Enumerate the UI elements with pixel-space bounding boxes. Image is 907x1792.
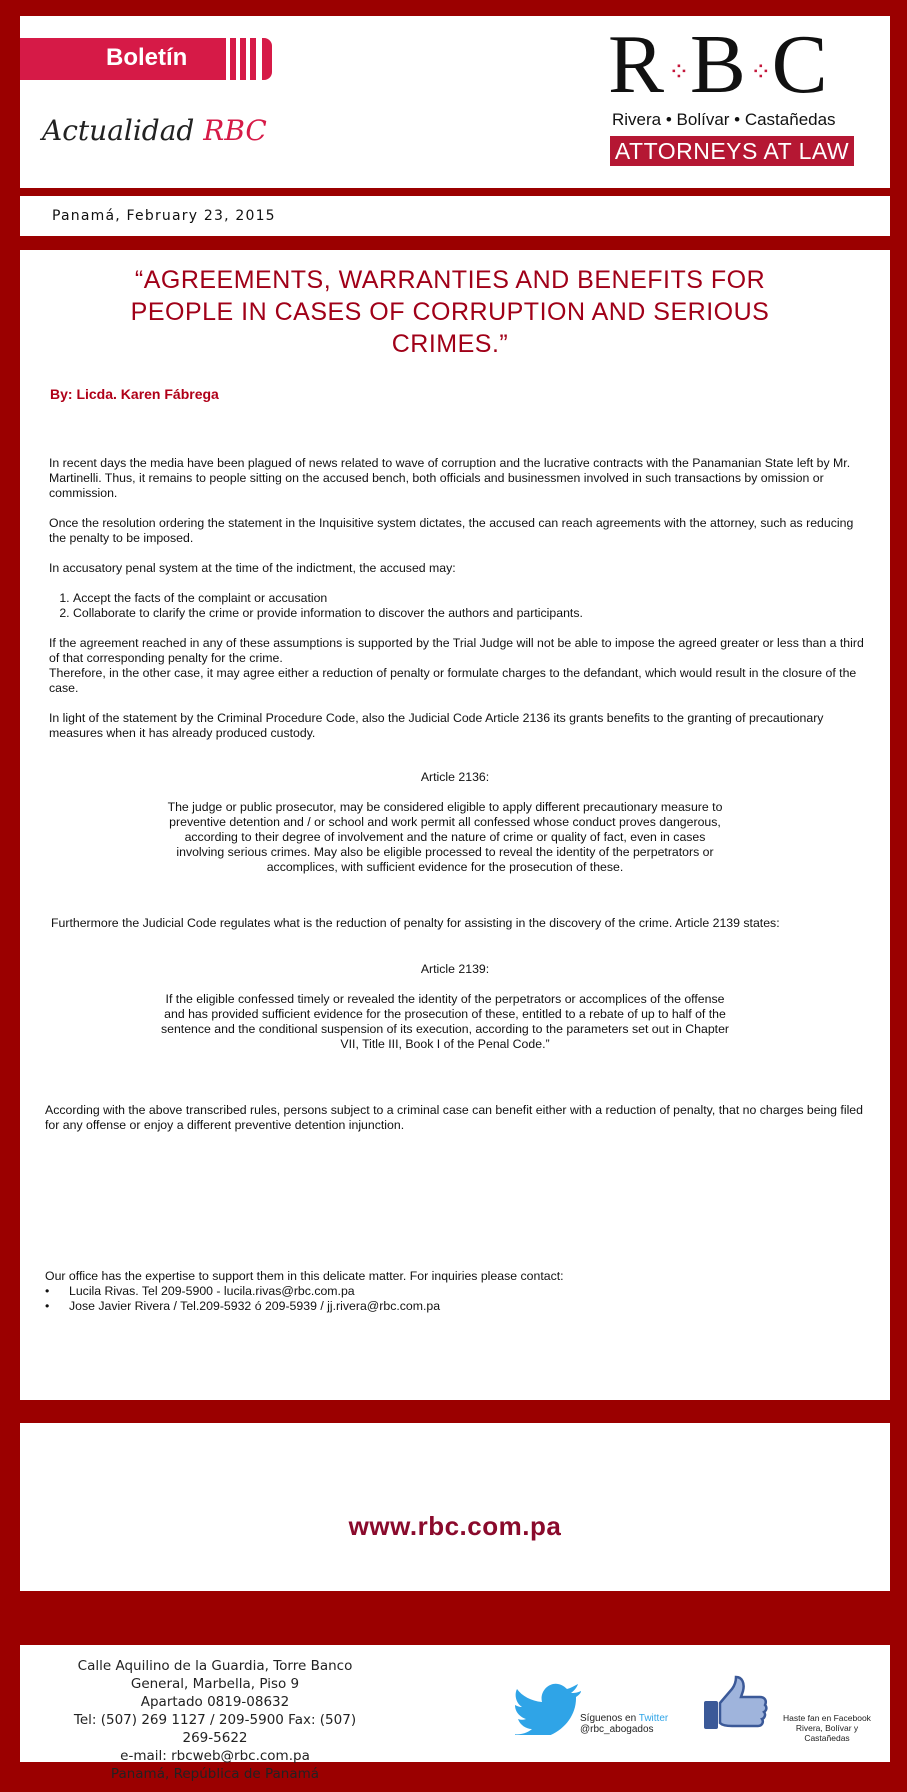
twitter-bird-icon[interactable]: [515, 1683, 585, 1735]
office-address: [60, 1657, 370, 1783]
address-line: Calle Aquilino de la Guardia, Torre Banco General, Marbella, Piso 9: [77, 1658, 353, 1692]
paragraph-accusatory: In accusatory penal system at the time of the indictment, the accused may:: [49, 561, 456, 575]
rbc-logo: [608, 18, 864, 111]
paragraph-intro: In recent days the media have been plagued of news related to wave of corruption and the lucrative contracts with the Panamanian State left by Mr. Martinelli. Thus, it remains to people sitting on the accused bench, both officials and businessmen involved in such transactions by omission or commission.: [49, 456, 851, 500]
actualidad-label: Actualidad: [42, 114, 195, 147]
twitter-handle: @rbc_abogados: [580, 1724, 654, 1735]
header-panel: [20, 16, 890, 188]
facebook-line: Rivera, Bolívar y Castañedas: [795, 1723, 859, 1743]
contact-item: • Lucila Rivas. Tel 209-5900 - lucila.rivas@rbc.com.pa: [45, 1284, 355, 1298]
article-2136-quote: The judge or public prosecutor, may be considered eligible to apply different precautionary measure to preventive detention and / or school and work permit all confessed whose conduct proves dangerous, according to their degree of involvement and the nature of crime or quality of fact, even in cases involving serious crimes. May also be eligible processed to reveal the identity of the perpetrators or accomplices, with sufficient evidence for the prosecution of these.: [167, 800, 723, 874]
date-band: [20, 196, 890, 236]
address-line: Apartado 0819-08632: [140, 1694, 290, 1710]
article-2139-heading: Article 2139:: [420, 962, 490, 976]
facebook-line: Haste fan en Facebook: [783, 1713, 871, 1723]
footer-panel: [20, 1645, 890, 1782]
logo-letter-b: B: [689, 18, 750, 111]
twitter-line: Síguenos en: [580, 1713, 637, 1724]
logo-tagline: ATTORNEYS AT LAW: [610, 136, 854, 166]
actualidad-brand: RBC: [203, 114, 267, 147]
contact-item: • Jose Javier Rivera / Tel.209-5932 ó 209-5939 / jj.rivera@rbc.com.pa: [45, 1299, 441, 1313]
website-panel: [20, 1423, 890, 1591]
article-title: “AGREEMENTS, WARRANTIES AND BENEFITS FOR PEOPLE IN CASES OF CORRUPTION AND SERIOUS CRIMES.”: [130, 266, 770, 358]
boletin-label: Boletín: [106, 44, 188, 71]
facebook-caption[interactable]: [772, 1713, 882, 1743]
paragraph-judicial-code: Furthermore the Judicial Code regulates what is the reduction of penalty for assisting in the discovery of the crime. Article 2139 states:: [51, 916, 780, 930]
paragraph-therefore: Therefore, in the other case, it may agree either a reduction of penalty or formulate charges to the defandant, which would result in the closure of the case.: [49, 666, 857, 695]
address-line: e-mail: rbcweb@rbc.com.pa: [120, 1748, 310, 1764]
contact-item-text: Lucila Rivas. Tel 209-5900 - lucila.rivas@rbc.com.pa: [69, 1284, 355, 1298]
thumbs-up-icon[interactable]: [702, 1675, 770, 1733]
boletin-banner: [20, 38, 272, 80]
twitter-brand: Twitter: [638, 1713, 669, 1724]
contact-intro: Our office has the expertise to support them in this delicate matter. For inquiries please contact:: [45, 1269, 564, 1283]
accused-options-list: [49, 591, 869, 621]
paragraph-procedure-code: In light of the statement by the Criminal Procedure Code, also the Judicial Code Article 2136 its grants benefits to the granting of precautionary measures when it has already produced custody.: [49, 711, 824, 740]
contact-item-text: Jose Javier Rivera / Tel.209-5932 ó 209-5939 / jj.rivera@rbc.com.pa: [69, 1299, 441, 1313]
logo-letter-c: C: [771, 18, 832, 111]
contact-section: [45, 1269, 865, 1314]
paragraph-conclusion: According with the above transcribed rules, persons subject to a criminal case can benefit either with a reduction of penalty, that no charges being filed for any offense or enjoy a different preventive detention injunction.: [45, 1103, 863, 1132]
logo-partner-names: Rivera • Bolívar • Castañedas: [612, 110, 836, 129]
address-line: Tel: (507) 269 1127 / 209-5900 Fax: (507) 269-5622: [73, 1712, 357, 1746]
list-item: 2. Collaborate to clarify the crime or provide information to discover the authors and participants.: [73, 606, 869, 621]
paragraph-inquisitive: Once the resolution ordering the statement in the Inquisitive system dictates, the accused can reach agreements with the attorney, such as reducing the penalty to be imposed.: [49, 516, 854, 545]
actualidad-title: [42, 114, 267, 147]
logo-letter-r: R: [608, 18, 669, 111]
paragraph-agreement: If the agreement reached in any of these assumptions is supported by the Trial Judge will not be able to impose the agreed greater or less than a third of that corresponding penalty for the crime.: [49, 636, 864, 665]
article-panel: [20, 250, 890, 1400]
diamond-icon: ⁘: [668, 57, 690, 87]
article-byline: By: Licda. Karen Fábrega: [50, 386, 219, 402]
article-2139-quote: If the eligible confessed timely or revealed the identity of the perpetrators or accomplices of the offense and has provided sufficient evidence for the prosecution of these, entitled to a rebate of up to half of the sentence and the conditional suspension of its execution, according to the parameters set out in Chapter VII, Title III, Book I of the Penal Code.”: [160, 992, 730, 1051]
diamond-icon: ⁘: [749, 57, 772, 87]
twitter-caption[interactable]: [580, 1713, 668, 1735]
website-link[interactable]: www.rbc.com.pa: [348, 1511, 562, 1541]
article-body-top: [49, 456, 869, 756]
list-item: 1. Accept the facts of the complaint or accusation: [73, 591, 869, 606]
article-2136-heading: Article 2136:: [420, 770, 490, 784]
address-line: Panamá, República de Panamá: [110, 1766, 320, 1782]
issue-date: Panamá, February 23, 2015: [52, 208, 276, 224]
